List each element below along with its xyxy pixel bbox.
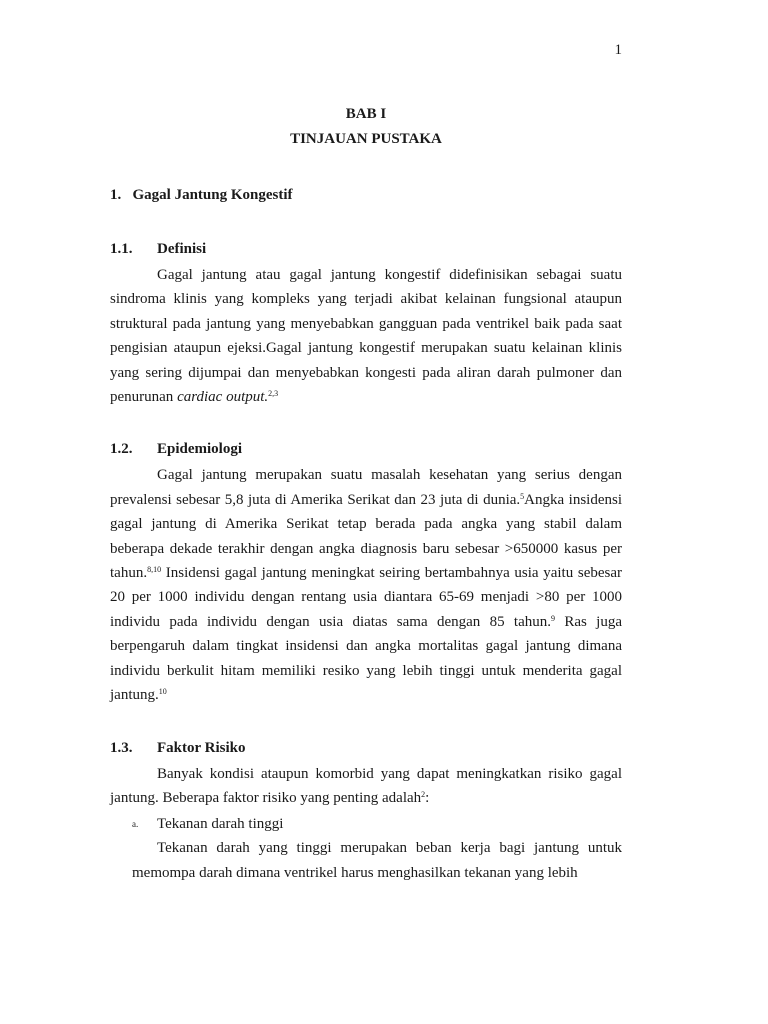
subsection-heading-epidemiologi: [110, 439, 622, 459]
citation-ref: 10: [158, 687, 167, 697]
document-body: [110, 104, 622, 885]
paragraph-text: Gagal jantung atau gagal jantung kongestif didefinisikan sebagai suatu sindroma klinis yang kompleks yang terjadi akibat kelainan fungsional ataupun struktural pada jantung yang menyebabkan gangguan pada ventrikel baik pada saat pengisian ataupun ejeksi.Gagal jantung kongestif merupakan suatu kelainan klinis yang sering dijumpai dan menyebabkan kongesti pada aliran darah pulmoner dan penurunan: [110, 267, 622, 406]
paragraph-text: Ras juga berpengaruh dalam tingkat insidensi dan angka mortalitas gagal jantung dimana individu berkulit hitam memiliki resiko yang lebih tinggi untuk menderita gagal jantung.: [110, 613, 623, 704]
paragraph-text: Insidensi gagal jantung meningkat seiring bertambahnya usia yaitu sebesar 20 per 1000 individu dengan rentang usia diantara 65-69 menjadi >80 per 1000 individu pada individu dengan usia diatas sama dengan 85 tahun.: [110, 565, 622, 630]
paragraph-text: Angka insidensi gagal jantung di Amerika Serikat tetap berada pada angka yang stabil dalam beberapa dekade terakhir dengan angka diagnosis baru sebesar >650000 kasus per tahun.: [110, 491, 622, 582]
paragraph-text: :: [425, 789, 430, 806]
subsection-title: Faktor Risiko: [157, 739, 246, 756]
citation-ref: 5: [520, 491, 525, 501]
chapter-title: TINJAUAN PUSTAKA: [290, 131, 442, 147]
section-heading-gagal-jantung: 1. Gagal Jantung Kongestif: [110, 187, 293, 203]
paragraph-faktor-risiko: [110, 762, 622, 811]
paragraph-tekanan-darah: Tekanan darah yang tinggi merupakan beban kerja bagi jantung untuk memompa darah dimana ventrikel harus menghasilkan tekanan yang lebih: [132, 840, 622, 881]
subsection-number: 1.3.: [110, 739, 133, 756]
subsection-number: 1.1.: [110, 241, 133, 257]
list-marker: a.: [132, 819, 139, 830]
subsection-number: 1.2.: [110, 441, 133, 458]
italic-term: cardiac output.: [177, 389, 269, 406]
citation-ref: 9: [551, 613, 556, 623]
list-item-label: Tekanan darah tinggi: [157, 816, 284, 833]
citation-ref: 8,10: [147, 565, 162, 575]
list-item-tekanan-darah: [110, 812, 622, 836]
page-number: 1: [614, 42, 622, 58]
list-item-body: [132, 836, 622, 885]
subsection-title: Definisi: [157, 241, 207, 257]
subsection-title: Epidemiologi: [157, 441, 243, 458]
subsection-heading-faktor-risiko: [110, 738, 622, 758]
paragraph-text: Banyak kondisi ataupun komorbid yang dapat meningkatkan risiko gagal jantung. Beberapa faktor risiko yang penting adalah: [110, 765, 622, 806]
paragraph-epidemiologi: [110, 463, 622, 707]
paragraph-text: Gagal jantung merupakan suatu masalah kesehatan yang serius dengan prevalensi sebesar 5,8 juta di Amerika Serikat dan 23 juta di dunia.: [110, 467, 622, 508]
subsection-heading-definisi: [110, 239, 622, 259]
citation-ref: 2: [421, 789, 426, 799]
chapter-label: BAB I: [345, 106, 387, 122]
citation-ref: 2,3: [268, 389, 279, 399]
paragraph-definisi: [110, 263, 622, 409]
